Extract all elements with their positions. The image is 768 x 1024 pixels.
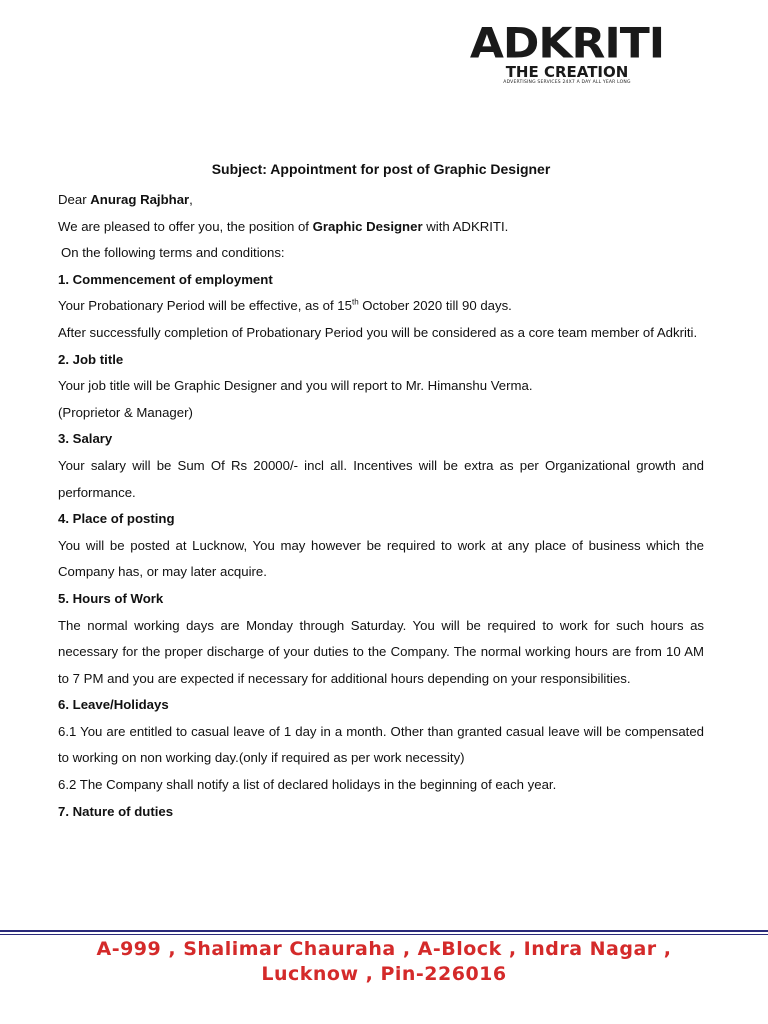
logo-tagline: ADVERTISING SERVICES 24X7 A DAY ALL YEAR LONG — [503, 80, 631, 85]
section-1-line-1: Your Probationary Period will be effective, as of 15th October 2020 till 90 days. — [58, 297, 512, 314]
subject-line: Subject: Appointment for post of Graphic Designer — [211, 161, 551, 177]
section-2-line-2: (Proprietor & Manager) — [58, 404, 193, 420]
footer-divider-thin — [0, 934, 768, 935]
terms-intro: On the following terms and conditions: — [61, 245, 285, 261]
intro-paragraph: We are pleased to offer you, the position of Graphic Designer with ADKRITI. — [58, 218, 509, 234]
footer-address-line-1: A-999 , Shalimar Chauraha , A-Block , Indra Nagar , — [96, 938, 672, 960]
section-heading-5: 5. Hours of Work — [58, 590, 164, 606]
footer-divider — [0, 930, 768, 932]
section-heading-7: 7. Nature of duties — [58, 803, 174, 819]
section-1-line-2: After successfully completion of Probationary Period you will be considered as a core team member of Adkriti. — [58, 324, 698, 340]
logo-wordmark: ADKRITI — [469, 19, 665, 68]
letter-body — [58, 157, 704, 825]
logo-subtitle: THE CREATION — [505, 63, 629, 81]
section-2-line-1: Your job title will be Graphic Designer and you will report to Mr. Himanshu Verma. — [58, 378, 533, 394]
section-4-line-1: You will be posted at Lucknow, You may however be required to work at any place of business which the Company has, or may later acquire. — [58, 537, 704, 580]
section-heading-3: 3. Salary — [58, 431, 113, 447]
section-5-line-1: The normal working days are Monday through Saturday. You will be required to work for such hours as necessary for the proper discharge of your duties to the Company. The normal working hours are from 10 AM to 7 PM and you are expected if necessary for additional hours depending on your responsibilities. — [58, 617, 704, 686]
section-heading-1: 1. Commencement of employment — [58, 271, 273, 287]
position-name: Graphic Designer — [312, 218, 423, 234]
greeting: Dear Anurag Rajbhar, — [58, 192, 193, 207]
section-6-line-2: 6.2 The Company shall notify a list of declared holidays in the beginning of each year. — [58, 777, 557, 793]
footer-address — [0, 937, 768, 987]
section-heading-6: 6. Leave/Holidays — [58, 697, 169, 713]
section-heading-2: 2. Job title — [58, 351, 124, 367]
recipient-name: Anurag Rajbhar — [90, 192, 190, 207]
section-3-line-1: Your salary will be Sum Of Rs 20000/- incl all. Incentives will be extra as per Organizational growth and performance. — [58, 457, 704, 500]
company-logo — [462, 19, 672, 86]
footer-address-line-2: Lucknow , Pin-226016 — [261, 963, 507, 985]
section-6-line-1: 6.1 You are entitled to casual leave of 1 day in a month. Other than granted casual leave will be compensated to working on non working day.(only if required as per work necessity) — [58, 723, 704, 766]
section-heading-4: 4. Place of posting — [58, 511, 175, 527]
